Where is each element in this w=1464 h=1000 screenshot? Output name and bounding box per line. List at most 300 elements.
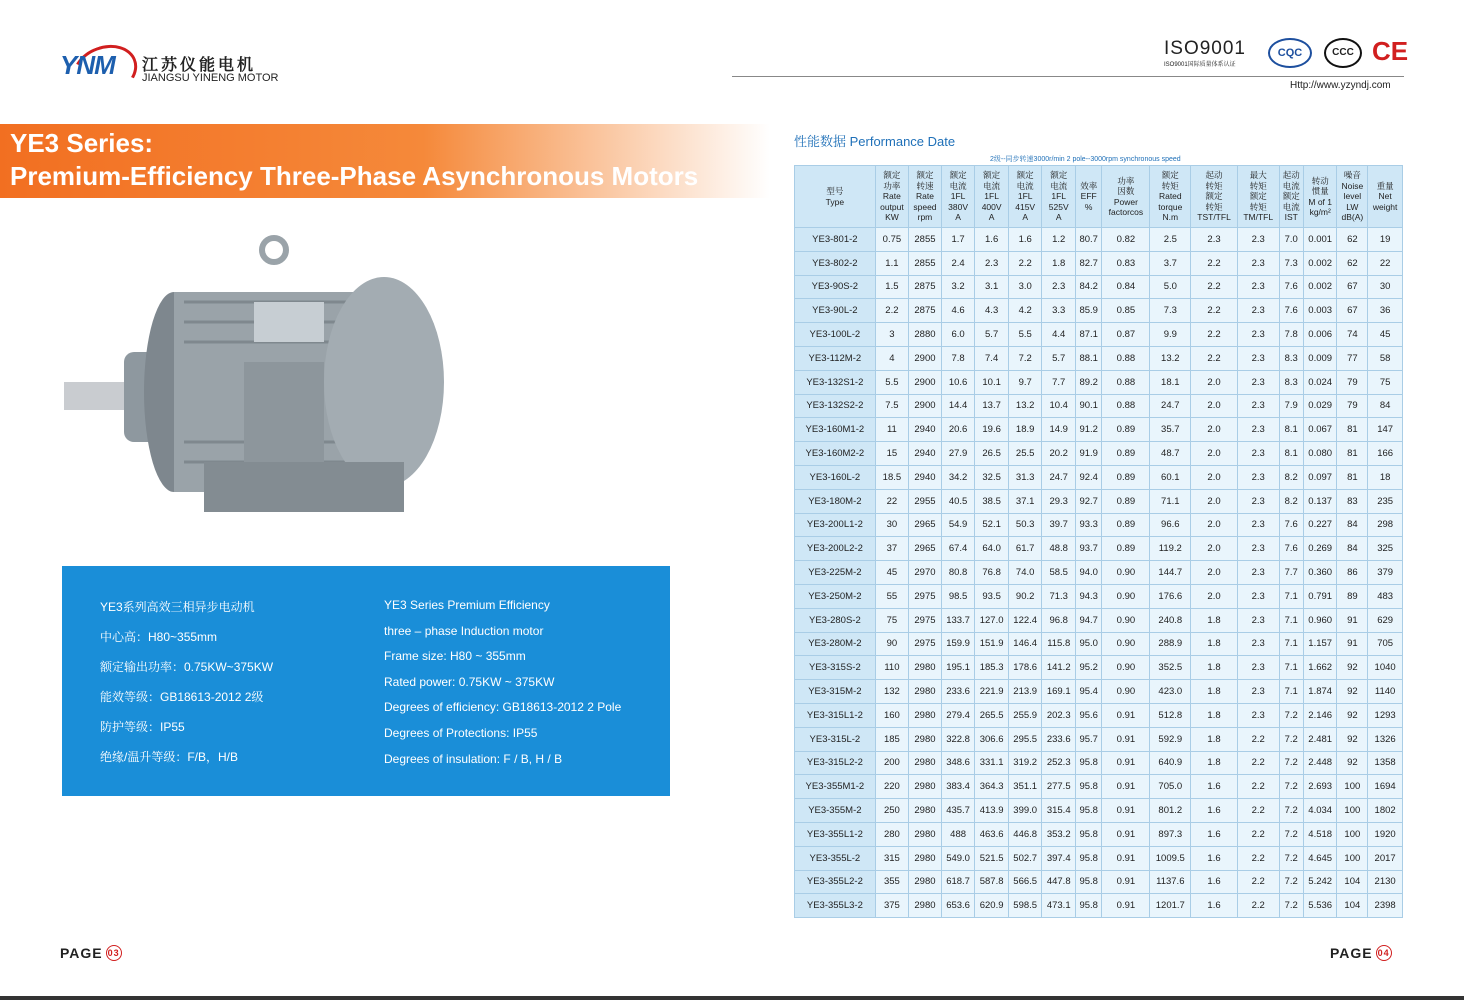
table-cell: 2.0 bbox=[1191, 561, 1238, 585]
table-cell: 7.6 bbox=[1279, 275, 1303, 299]
table-cell: 14.4 bbox=[941, 394, 975, 418]
table-cell: 26.5 bbox=[975, 442, 1009, 466]
table-cell: 18.9 bbox=[1008, 418, 1042, 442]
table-row bbox=[795, 822, 1403, 846]
table-cell: 2.0 bbox=[1191, 370, 1238, 394]
table-cell: 5.7 bbox=[975, 323, 1009, 347]
table-cell: 0.82 bbox=[1102, 228, 1150, 252]
performance-table bbox=[794, 165, 1403, 918]
table-cell: 1040 bbox=[1368, 656, 1403, 680]
table-cell: 0.75 bbox=[875, 228, 908, 252]
table-cell: 2.3 bbox=[1237, 537, 1279, 561]
table-cell: 81 bbox=[1337, 442, 1368, 466]
table-cell: 2940 bbox=[909, 442, 942, 466]
table-cell: 322.8 bbox=[941, 727, 975, 751]
table-cell: 7.1 bbox=[1279, 584, 1303, 608]
table-cell: YE3-200L2-2 bbox=[795, 537, 876, 561]
table-cell: 166 bbox=[1368, 442, 1403, 466]
table-header-cell: 额定 功率 Rate output KW bbox=[875, 166, 908, 228]
table-cell: 178.6 bbox=[1008, 656, 1042, 680]
table-cell: 2975 bbox=[909, 584, 942, 608]
table-cell: 119.2 bbox=[1150, 537, 1191, 561]
table-cell: 629 bbox=[1368, 608, 1403, 632]
table-cell: 77 bbox=[1337, 346, 1368, 370]
table-cell: 1140 bbox=[1368, 680, 1403, 704]
table-cell: 79 bbox=[1337, 370, 1368, 394]
table-cell: 0.90 bbox=[1102, 584, 1150, 608]
table-cell: 2.2 bbox=[1237, 822, 1279, 846]
table-cell: 98.5 bbox=[941, 584, 975, 608]
spec-cn-item: 绝缘/温升等级：F/B，H/B bbox=[100, 750, 239, 764]
table-cell: 0.88 bbox=[1102, 370, 1150, 394]
table-header-cell: 噪音 Noise level LW dB(A) bbox=[1337, 166, 1368, 228]
table-cell: 92 bbox=[1337, 703, 1368, 727]
table-cell: 2855 bbox=[909, 228, 942, 252]
table-cell: YE3-355L1-2 bbox=[795, 822, 876, 846]
table-row bbox=[795, 703, 1403, 727]
table-cell: 37.1 bbox=[1008, 489, 1042, 513]
table-cell: 39.7 bbox=[1042, 513, 1076, 537]
company-name-cn: 江苏仪能电机 bbox=[142, 55, 257, 74]
table-cell: 4.034 bbox=[1303, 799, 1337, 823]
table-cell: 11 bbox=[875, 418, 908, 442]
table-cell: 75 bbox=[1368, 370, 1403, 394]
table-cell: 0.90 bbox=[1102, 608, 1150, 632]
table-cell: 8.1 bbox=[1279, 442, 1303, 466]
table-cell: 288.9 bbox=[1150, 632, 1191, 656]
table-cell: 0.91 bbox=[1102, 799, 1150, 823]
table-cell: YE3-355L3-2 bbox=[795, 894, 876, 918]
table-cell: 7.1 bbox=[1279, 680, 1303, 704]
table-cell: 213.9 bbox=[1008, 680, 1042, 704]
table-cell: 7.7 bbox=[1279, 561, 1303, 585]
table-cell: 7.2 bbox=[1279, 870, 1303, 894]
table-cell: 95.8 bbox=[1076, 775, 1102, 799]
table-row bbox=[795, 608, 1403, 632]
table-cell: 3.7 bbox=[1150, 251, 1191, 275]
table-cell: 0.90 bbox=[1102, 680, 1150, 704]
table-cell: 1201.7 bbox=[1150, 894, 1191, 918]
table-cell: 0.003 bbox=[1303, 299, 1337, 323]
table-cell: 1.6 bbox=[1191, 846, 1238, 870]
table-cell: 2.2 bbox=[1237, 799, 1279, 823]
table-cell: 2.3 bbox=[1237, 228, 1279, 252]
table-cell: 37 bbox=[875, 537, 908, 561]
table-cell: 435.7 bbox=[941, 799, 975, 823]
table-cell: 2.448 bbox=[1303, 751, 1337, 775]
table-cell: 483 bbox=[1368, 584, 1403, 608]
table-cell: 0.89 bbox=[1102, 489, 1150, 513]
table-cell: 95.8 bbox=[1076, 751, 1102, 775]
spec-en-item: Degrees of Protections: IP55 bbox=[384, 725, 538, 740]
table-cell: 94.3 bbox=[1076, 584, 1102, 608]
table-cell: 100 bbox=[1337, 775, 1368, 799]
table-cell: 2.2 bbox=[1237, 894, 1279, 918]
table-cell: 122.4 bbox=[1008, 608, 1042, 632]
table-header-cell: 功率 因数 Power factorcos bbox=[1102, 166, 1150, 228]
table-cell: 1.6 bbox=[1191, 775, 1238, 799]
table-cell: 95.0 bbox=[1076, 632, 1102, 656]
table-cell: 36 bbox=[1368, 299, 1403, 323]
table-cell: 801.2 bbox=[1150, 799, 1191, 823]
table-cell: 91.2 bbox=[1076, 418, 1102, 442]
table-cell: 0.002 bbox=[1303, 275, 1337, 299]
table-cell: 1137.6 bbox=[1150, 870, 1191, 894]
table-cell: 7.8 bbox=[1279, 323, 1303, 347]
table-cell: 58.5 bbox=[1042, 561, 1076, 585]
table-cell: 151.9 bbox=[975, 632, 1009, 656]
table-cell: 233.6 bbox=[1042, 727, 1076, 751]
company-name-en: JIANGSU YINENG MOTOR bbox=[142, 72, 279, 84]
table-cell: 2940 bbox=[909, 465, 942, 489]
table-cell: 31.3 bbox=[1008, 465, 1042, 489]
table-cell: 0.067 bbox=[1303, 418, 1337, 442]
table-cell: 2.2 bbox=[1191, 346, 1238, 370]
table-row bbox=[795, 680, 1403, 704]
table-cell: YE3-355L2-2 bbox=[795, 870, 876, 894]
table-cell: 351.1 bbox=[1008, 775, 1042, 799]
table-cell: 277.5 bbox=[1042, 775, 1076, 799]
table-cell: 331.1 bbox=[975, 751, 1009, 775]
table-cell: 1293 bbox=[1368, 703, 1403, 727]
table-cell: 19 bbox=[1368, 228, 1403, 252]
table-cell: 2.2 bbox=[1008, 251, 1042, 275]
table-cell: 89.2 bbox=[1076, 370, 1102, 394]
table-cell: 240.8 bbox=[1150, 608, 1191, 632]
table-cell: 67 bbox=[1337, 299, 1368, 323]
table-cell: 2.0 bbox=[1191, 584, 1238, 608]
table-cell: 35.7 bbox=[1150, 418, 1191, 442]
table-cell: 95.8 bbox=[1076, 870, 1102, 894]
table-cell: 132 bbox=[875, 680, 908, 704]
table-cell: 0.001 bbox=[1303, 228, 1337, 252]
table-cell: 4.645 bbox=[1303, 846, 1337, 870]
table-cell: 5.0 bbox=[1150, 275, 1191, 299]
table-header-cell: 额定 电流 1FL 525V A bbox=[1042, 166, 1076, 228]
table-cell: 0.88 bbox=[1102, 346, 1150, 370]
table-cell: 2.2 bbox=[1191, 323, 1238, 347]
table-cell: 84 bbox=[1337, 513, 1368, 537]
table-cell: 0.89 bbox=[1102, 465, 1150, 489]
brand-logo bbox=[60, 44, 280, 106]
table-row bbox=[795, 537, 1403, 561]
table-cell: 399.0 bbox=[1008, 799, 1042, 823]
table-cell: 58 bbox=[1368, 346, 1403, 370]
table-cell: 325 bbox=[1368, 537, 1403, 561]
table-cell: 2.2 bbox=[875, 299, 908, 323]
table-cell: 2965 bbox=[909, 537, 942, 561]
table-cell: 92 bbox=[1337, 656, 1368, 680]
table-cell: 2875 bbox=[909, 299, 942, 323]
table-cell: 1.6 bbox=[975, 228, 1009, 252]
table-cell: 95.8 bbox=[1076, 822, 1102, 846]
table-cell: 2.3 bbox=[1237, 418, 1279, 442]
table-cell: 50.3 bbox=[1008, 513, 1042, 537]
table-cell: 95.8 bbox=[1076, 799, 1102, 823]
table-cell: 235 bbox=[1368, 489, 1403, 513]
table-cell: 0.90 bbox=[1102, 656, 1150, 680]
spec-en-item: Rated power: 0.75KW ~ 375KW bbox=[384, 674, 555, 689]
table-cell: 4 bbox=[875, 346, 908, 370]
table-cell: 2975 bbox=[909, 608, 942, 632]
table-cell: 13.7 bbox=[975, 394, 1009, 418]
table-cell: 20.6 bbox=[941, 418, 975, 442]
table-row bbox=[795, 370, 1403, 394]
table-cell: 7.4 bbox=[975, 346, 1009, 370]
table-cell: 1.6 bbox=[1191, 822, 1238, 846]
table-cell: 7.1 bbox=[1279, 656, 1303, 680]
table-cell: 1009.5 bbox=[1150, 846, 1191, 870]
motor-image bbox=[64, 232, 464, 522]
table-row bbox=[795, 489, 1403, 513]
table-row bbox=[795, 632, 1403, 656]
table-cell: 2980 bbox=[909, 727, 942, 751]
website-url: Http://www.yzyndj.com bbox=[1290, 80, 1391, 91]
table-header-cell: 重量 Net weight bbox=[1368, 166, 1403, 228]
table-cell: 2980 bbox=[909, 703, 942, 727]
page-number-left bbox=[60, 944, 122, 961]
table-cell: 2980 bbox=[909, 870, 942, 894]
table-cell: 549.0 bbox=[941, 846, 975, 870]
table-cell: 7.6 bbox=[1279, 537, 1303, 561]
banner-line1: YE3 Series: bbox=[10, 128, 154, 158]
table-cell: 0.91 bbox=[1102, 822, 1150, 846]
table-cell: 2.2 bbox=[1237, 727, 1279, 751]
table-cell: 48.8 bbox=[1042, 537, 1076, 561]
table-cell: 7.0 bbox=[1279, 228, 1303, 252]
table-cell: 10.4 bbox=[1042, 394, 1076, 418]
table-cell: 75 bbox=[875, 608, 908, 632]
table-cell: 95.8 bbox=[1076, 846, 1102, 870]
table-cell: 2.3 bbox=[1237, 561, 1279, 585]
table-cell: 2.0 bbox=[1191, 465, 1238, 489]
table-header-cell: 起动 电流 额定 电流 IST bbox=[1279, 166, 1303, 228]
table-cell: 7.2 bbox=[1279, 894, 1303, 918]
table-cell: 1.8 bbox=[1191, 751, 1238, 775]
table-cell: 94.0 bbox=[1076, 561, 1102, 585]
table-cell: 5.536 bbox=[1303, 894, 1337, 918]
table-cell: 0.89 bbox=[1102, 537, 1150, 561]
table-cell: 1802 bbox=[1368, 799, 1403, 823]
table-row bbox=[795, 228, 1403, 252]
table-cell: 80.8 bbox=[941, 561, 975, 585]
table-header-cell: 额定 电流 1FL 380V A bbox=[941, 166, 975, 228]
iso-subtitle: ISO9001国际质量体系认证 bbox=[1164, 62, 1236, 68]
table-cell: 220 bbox=[875, 775, 908, 799]
table-cell: 7.5 bbox=[875, 394, 908, 418]
table-cell: 45 bbox=[1368, 323, 1403, 347]
table-cell: 4.3 bbox=[975, 299, 1009, 323]
spec-cn-item: 防护等级：IP55 bbox=[100, 720, 185, 734]
table-cell: 92 bbox=[1337, 751, 1368, 775]
table-cell: 13.2 bbox=[1008, 394, 1042, 418]
spec-en-list bbox=[384, 598, 621, 777]
table-cell: 502.7 bbox=[1008, 846, 1042, 870]
table-header-cell: 效率 EFF % bbox=[1076, 166, 1102, 228]
table-row bbox=[795, 561, 1403, 585]
ce-icon: CE bbox=[1372, 36, 1409, 66]
table-cell: 85.9 bbox=[1076, 299, 1102, 323]
table-cell: 22 bbox=[1368, 251, 1403, 275]
table-cell: 4.2 bbox=[1008, 299, 1042, 323]
table-cell: 2.2 bbox=[1191, 275, 1238, 299]
table-cell: 0.029 bbox=[1303, 394, 1337, 418]
table-cell: 10.6 bbox=[941, 370, 975, 394]
table-cell: 104 bbox=[1337, 870, 1368, 894]
table-cell: 252.3 bbox=[1042, 751, 1076, 775]
table-cell: 8.3 bbox=[1279, 370, 1303, 394]
table-cell: 352.5 bbox=[1150, 656, 1191, 680]
banner-line2: Premium-Efficiency Three-Phase Asynchronous Motors bbox=[10, 161, 699, 191]
table-header-cell: 额定 电流 1FL 415V A bbox=[1008, 166, 1042, 228]
table-cell: 4.4 bbox=[1042, 323, 1076, 347]
table-cell: 54.9 bbox=[941, 513, 975, 537]
table-cell: 48.7 bbox=[1150, 442, 1191, 466]
table-row bbox=[795, 775, 1403, 799]
table-cell: 74.0 bbox=[1008, 561, 1042, 585]
table-header-cell: 型号 Type bbox=[795, 166, 876, 228]
table-cell: 5.242 bbox=[1303, 870, 1337, 894]
table-cell: 115.8 bbox=[1042, 632, 1076, 656]
spec-cn-list bbox=[100, 598, 273, 778]
table-cell: 1.8 bbox=[1191, 608, 1238, 632]
table-cell: 0.791 bbox=[1303, 584, 1337, 608]
spec-en-item: Degrees of efficiency: GB18613-2012 2 Pole bbox=[384, 700, 622, 715]
table-row bbox=[795, 275, 1403, 299]
table-cell: 92 bbox=[1337, 727, 1368, 751]
table-cell: 2.5 bbox=[1150, 228, 1191, 252]
table-cell: 7.2 bbox=[1279, 822, 1303, 846]
series-banner bbox=[0, 124, 770, 198]
table-cell: 0.91 bbox=[1102, 870, 1150, 894]
table-cell: 7.2 bbox=[1008, 346, 1042, 370]
table-cell: 2.2 bbox=[1191, 251, 1238, 275]
table-cell: 295.5 bbox=[1008, 727, 1042, 751]
table-cell: 2970 bbox=[909, 561, 942, 585]
table-cell: 355 bbox=[875, 870, 908, 894]
table-cell: YE3-802-2 bbox=[795, 251, 876, 275]
table-cell: 2.3 bbox=[1237, 656, 1279, 680]
table-cell: 306.6 bbox=[975, 727, 1009, 751]
table-cell: 640.9 bbox=[1150, 751, 1191, 775]
table-cell: 2.3 bbox=[975, 251, 1009, 275]
table-cell: 1.1 bbox=[875, 251, 908, 275]
table-cell: 2980 bbox=[909, 822, 942, 846]
table-cell: 7.1 bbox=[1279, 608, 1303, 632]
table-cell: 7.3 bbox=[1150, 299, 1191, 323]
table-cell: 2.2 bbox=[1237, 751, 1279, 775]
table-cell: 18.1 bbox=[1150, 370, 1191, 394]
table-cell: 96.8 bbox=[1042, 608, 1076, 632]
table-cell: 7.3 bbox=[1279, 251, 1303, 275]
table-cell: 1.8 bbox=[1191, 727, 1238, 751]
table-cell: 447.8 bbox=[1042, 870, 1076, 894]
table-cell: 2.2 bbox=[1237, 870, 1279, 894]
spec-cn-item: 中心高：H80~355mm bbox=[100, 630, 218, 644]
table-cell: 2.3 bbox=[1237, 513, 1279, 537]
table-cell: 92.4 bbox=[1076, 465, 1102, 489]
table-cell: 566.5 bbox=[1008, 870, 1042, 894]
table-cell: 95.6 bbox=[1076, 703, 1102, 727]
table-cell: 598.5 bbox=[1008, 894, 1042, 918]
table-cell: 897.3 bbox=[1150, 822, 1191, 846]
table-cell: 0.227 bbox=[1303, 513, 1337, 537]
table-cell: 2017 bbox=[1368, 846, 1403, 870]
table-cell: 195.1 bbox=[941, 656, 975, 680]
table-cell: 8.2 bbox=[1279, 465, 1303, 489]
table-cell: YE3-90S-2 bbox=[795, 275, 876, 299]
table-cell: 202.3 bbox=[1042, 703, 1076, 727]
table-cell: 2.3 bbox=[1237, 346, 1279, 370]
performance-title: 性能数据 Performance Date bbox=[794, 134, 956, 149]
table-cell: 280 bbox=[875, 822, 908, 846]
table-cell: 620.9 bbox=[975, 894, 1009, 918]
table-cell: 185 bbox=[875, 727, 908, 751]
table-row bbox=[795, 513, 1403, 537]
table-cell: 0.91 bbox=[1102, 775, 1150, 799]
iso-mark: ISO9001 bbox=[1164, 38, 1246, 59]
table-cell: 2875 bbox=[909, 275, 942, 299]
table-cell: 0.83 bbox=[1102, 251, 1150, 275]
table-cell: 8.3 bbox=[1279, 346, 1303, 370]
table-cell: 2.3 bbox=[1237, 680, 1279, 704]
table-cell: 488 bbox=[941, 822, 975, 846]
table-cell: YE3-355M1-2 bbox=[795, 775, 876, 799]
table-cell: 2.0 bbox=[1191, 513, 1238, 537]
spec-en-item: Degrees of insulation: F / B, H / B bbox=[384, 751, 563, 766]
table-cell: 76.8 bbox=[975, 561, 1009, 585]
table-cell: 38.5 bbox=[975, 489, 1009, 513]
table-cell: 423.0 bbox=[1150, 680, 1191, 704]
table-cell: 144.7 bbox=[1150, 561, 1191, 585]
table-row bbox=[795, 394, 1403, 418]
table-cell: 93.5 bbox=[975, 584, 1009, 608]
table-cell: YE3-90L-2 bbox=[795, 299, 876, 323]
table-cell: 32.5 bbox=[975, 465, 1009, 489]
table-cell: 2855 bbox=[909, 251, 942, 275]
table-cell: 2980 bbox=[909, 799, 942, 823]
spec-en-item: YE3 Series Premium Efficiency bbox=[384, 598, 550, 612]
table-cell: 2.481 bbox=[1303, 727, 1337, 751]
table-cell: 0.89 bbox=[1102, 442, 1150, 466]
table-cell: 83 bbox=[1337, 489, 1368, 513]
table-cell: 0.137 bbox=[1303, 489, 1337, 513]
table-cell: 91 bbox=[1337, 632, 1368, 656]
table-cell: 0.097 bbox=[1303, 465, 1337, 489]
table-cell: 93.3 bbox=[1076, 513, 1102, 537]
table-cell: 4.6 bbox=[941, 299, 975, 323]
table-cell: 67.4 bbox=[941, 537, 975, 561]
table-cell: 353.2 bbox=[1042, 822, 1076, 846]
table-cell: 0.88 bbox=[1102, 394, 1150, 418]
table-cell: 7.6 bbox=[1279, 513, 1303, 537]
table-cell: 3 bbox=[875, 323, 908, 347]
table-cell: 618.7 bbox=[941, 870, 975, 894]
table-cell: 0.360 bbox=[1303, 561, 1337, 585]
table-cell: 0.91 bbox=[1102, 894, 1150, 918]
table-cell: 1.662 bbox=[1303, 656, 1337, 680]
table-cell: 9.9 bbox=[1150, 323, 1191, 347]
table-header-cell: 最大 转矩 额定 转矩 TM/TFL bbox=[1237, 166, 1279, 228]
table-header-cell: 额定 电流 1FL 400V A bbox=[975, 166, 1009, 228]
table-row bbox=[795, 799, 1403, 823]
table-cell: 91.9 bbox=[1076, 442, 1102, 466]
table-cell: 147 bbox=[1368, 418, 1403, 442]
table-cell: 24.7 bbox=[1150, 394, 1191, 418]
table-cell: 9.7 bbox=[1008, 370, 1042, 394]
table-cell: 160 bbox=[875, 703, 908, 727]
table-cell: 2.3 bbox=[1237, 275, 1279, 299]
